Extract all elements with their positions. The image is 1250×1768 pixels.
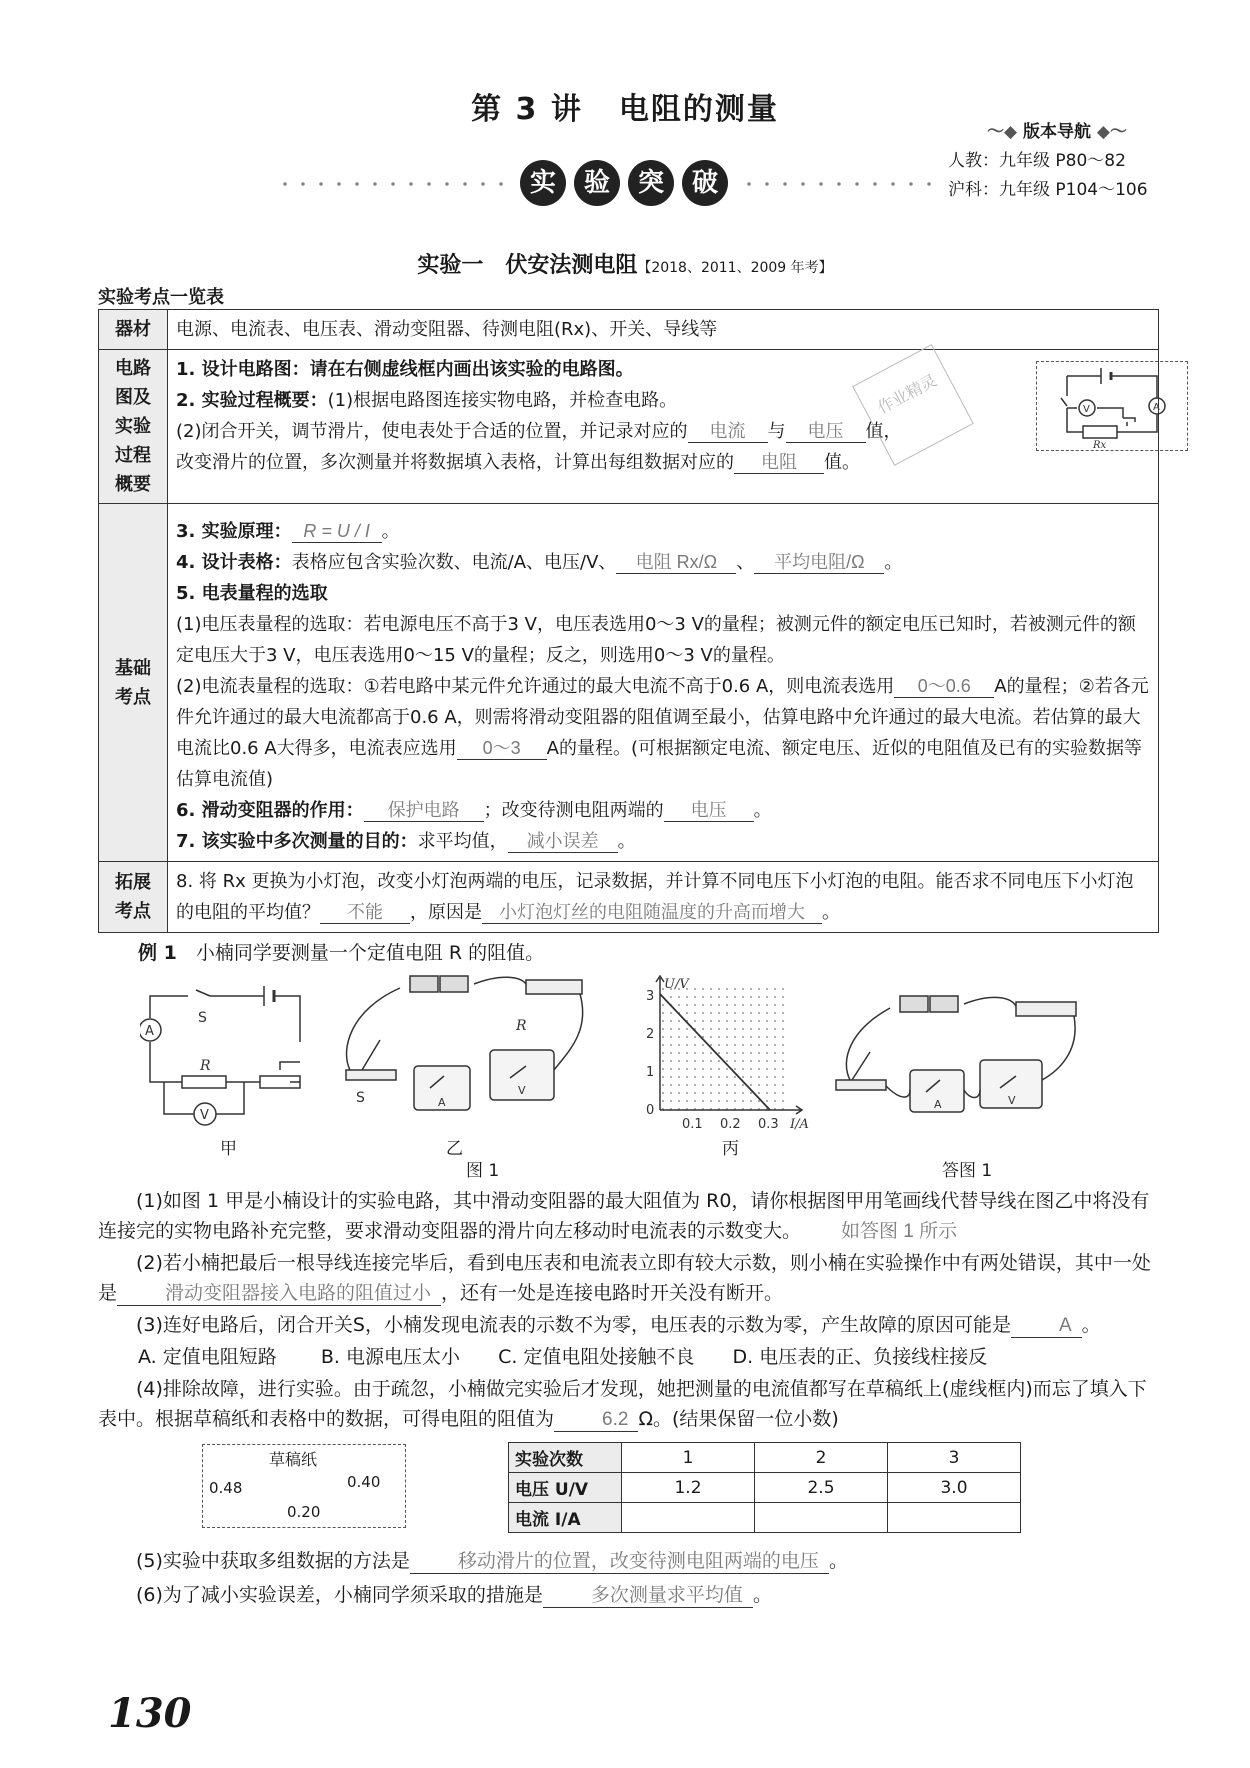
draft-value: 0.40 [347,1473,381,1491]
ytick: 1 [646,1065,655,1080]
figure-yi-apparatus [340,970,600,1130]
circuit-cell: 1. 设计电路图：请在右侧虚线框内画出该实验的电路图。 2. 实验过程概要：(1)根据电路图连接实物电路，并检查电路。 (2)闭合开关，调节滑片，使电表处于合适的位置，并记录对应的 电流 与 电压 值， 改变滑片的位置，多次测量并将数据填入表格，计算出每组数据对应的 电阻 值。 作业精灵 A V Rx [168,350,1159,504]
page-number: 130 [108,1690,192,1737]
answer-blank: 电阻 [734,453,824,474]
answer-blank: 滑动变阻器接入电路的阻值过小 [117,1284,441,1306]
answer-figure-label: 答图 1 [942,1161,993,1181]
question-5: (5)实验中获取多组数据的方法是 移动滑片的位置，改变待测电阻两端的电压 。 [136,1550,848,1572]
xtick: 0.2 [720,1117,741,1132]
section-banner [0,160,1250,212]
lecture-number: 第 3 讲 [471,92,583,127]
ytick: 0 [646,1103,655,1118]
answer-blank: 平均电阻/Ω [754,553,884,574]
ytick: 2 [646,1027,655,1042]
switch-label: S [198,1010,207,1026]
answer-blank: 如答图 1 所示 [841,1221,958,1242]
xtick: 0.3 [758,1117,779,1132]
table-row [99,310,1159,350]
answer-blank: 不能 [320,903,410,924]
experiment-title: 实验一 伏安法测电阻【2018、2011、2009 年考】 [417,253,833,278]
step-2-3: 改变滑片的位置，多次测量并将数据填入表格，计算出每组数据对应的 电阻 值。 [176,452,860,473]
table-row: 实验次数 1 2 3 [509,1443,1021,1473]
lecture-title: 电阻的测量 [618,92,779,127]
svg-text:A: A [145,1024,154,1039]
graph-ylabel: U/V [664,977,689,992]
row-head-equipment: 器材 [99,310,168,350]
section-char: 验 [574,160,620,206]
option-a: A. 定值电阻短路 [138,1346,277,1368]
fig-yi-label: 乙 [446,1139,463,1159]
ytick: 3 [646,989,655,1004]
graph-xlabel: I/A [790,1117,809,1132]
option-b: B. 电源电压太小 [320,1346,460,1368]
figure-jia-circuit [140,982,320,1127]
draft-paper [202,1444,406,1528]
figure-bing-graph [630,972,820,1132]
step-2: (1)根据电路图连接实物电路，并检查电路。 [327,390,678,411]
answer-blank: 减小误差 [508,832,618,853]
fig-jia-label: 甲 [220,1139,237,1159]
svg-text:A: A [1153,402,1160,413]
options [138,1342,1158,1372]
extend-cell: 8. 将 Rx 更换为小灯泡，改变小灯泡两端的电压，记录数据，并计算不同电压下小灯泡的电阻。能否求不同电压下小灯泡的电阻的平均值？ 不能 ，原因是 小灯泡灯丝的电阻随温度的升高而增大 。 [168,862,1159,933]
svg-text:V: V [1008,1094,1016,1107]
svg-text:V: V [1083,404,1090,415]
draft-title: 草稿纸 [269,1450,318,1469]
nav-huke: 沪科：九年级 P104～106 [948,180,1148,200]
rx-label: Rx [1093,440,1107,450]
draft-value: 0.48 [209,1479,243,1497]
answer-blank: 6.2 [554,1410,638,1432]
svg-text:S: S [356,1090,365,1106]
circuit-diagram [1037,362,1187,450]
svg-text:R: R [516,1018,527,1034]
answer-blank: 电流 [688,422,768,443]
draft-value: 0.20 [287,1503,321,1521]
row-head-basic: 基础考点 [99,504,168,862]
circuit-diagram-box [1036,361,1188,451]
header-voltage: 电压 U/V [509,1473,622,1503]
answer-blank: 保护电路 [364,801,484,822]
answer-blank: 小灯泡灯丝的电阻随温度的升高而增大 [482,903,822,924]
figure-1-label: 图 1 [466,1161,500,1181]
header-current: 电流 I/A [509,1503,622,1533]
answer-blank: 多次测量求平均值 [543,1586,753,1608]
header-trial: 实验次数 [509,1443,622,1473]
xtick: 0.1 [682,1117,703,1132]
answer-blank: R = U / I [292,522,382,543]
option-d: D. 电压表的正、负接线柱接反 [732,1346,988,1368]
data-table [508,1442,1021,1533]
option-c: C. 定值电阻处接触不良 [498,1346,695,1368]
answer-blank: 0～0.6 [894,677,994,698]
example-stem: 例 1 小楠同学要测量一个定值电阻 R 的阻值。 [138,942,545,964]
exam-points-table [98,309,1159,933]
table-row [99,504,1159,862]
svg-text:A: A [438,1096,446,1109]
step-1: 1. 设计电路图：请在右侧虚线框内画出该实验的电路图。 [176,359,634,380]
answer-blank: 0～3 [457,739,547,760]
svg-text:A: A [934,1098,942,1111]
watermark-stamp: 作业精灵 [852,344,974,466]
basic-cell: 3. 实验原理： R = U / I 。 4. 设计表格：表格应包含实验次数、电流/A、电压/V、 电阻 Rx/Ω 、 平均电阻/Ω 。 5. 电表量程的选取 (1)电压表量程的选取：若电源电压不高于3 V，电压表选用0～3 V的量程；被测元件的额定电压已知时，若被测元件的额定电压大于3 V，电压表选用0～15 V的量程；反之，则选用0～3 V的量程。 (2)电流表量程的选取：①若电路中某元件允许通过的最大电流不高于0.6 A，则电流表选用 0～0.6 A的量程；②若各元件允许通过的最大电流都高于0.6 A，则需将滑动变阻器的阻值调至最小，估算电路中允许通过的最大电流。若估算的最大电流比0.6 A大得多，电流表应选用 0～3 A的量程。(可根据额定电流、额定电压、近似的电阻值及已有的实验数据等估算电流值) 6. 滑动变阻器的作用： 保护电路 ；改变待测电阻两端的 电压 。 7. 该实验中多次测量的目的：求平均值， 减小误差 。 [168,504,1159,862]
answer-blank: 移动滑片的位置，改变待测电阻两端的电压 [410,1552,829,1574]
empty-cell [888,1503,1021,1533]
row-head-extend: 拓展考点 [99,862,168,933]
table-row [99,350,1159,504]
empty-cell [622,1503,755,1533]
dots-left [276,182,514,186]
exam-years: 【2018、2011、2009 年考】 [637,260,833,276]
step-2-2: (2)闭合开关，调节滑片，使电表处于合适的位置，并记录对应的 电流 与 电压 值， [176,421,902,442]
list-title: 实验考点一览表 [98,287,224,308]
section-char: 突 [628,160,674,206]
question-1: (1)如图 1 甲是小楠设计的实验电路，其中滑动变阻器的最大阻值为 R0，请你根据图甲用笔画线代替导线在图乙中将没有连接完的实物电路补充完整，要求滑动变阻器的滑片向左移动时电流表的示数变大。 如答图 1 所示 [98,1190,1150,1242]
answer-figure-apparatus [830,990,1090,1130]
table-row [509,1503,1021,1533]
nav-title: ～◆ 版本导航 ◆～ [987,122,1127,142]
resistor-label: R [200,1058,211,1074]
fig-bing-label: 丙 [722,1139,739,1159]
question-6: (6)为了减小实验误差，小楠同学须采取的措施是 多次测量求平均值 。 [136,1584,772,1606]
answer-blank: 电压 [664,801,754,822]
empty-cell [755,1503,888,1533]
table-row: 电压 U/V 1.2 2.5 3.0 [509,1473,1021,1503]
question-2: (2)若小楠把最后一根导线连接完毕后，看到电压表和电流表立即有较大示数，则小楠在实验操作中有两处错误，其中一处是 滑动变阻器接入电路的阻值过小 ，还有一处是连接电路时开关没有断开。 [98,1252,1151,1304]
question-3: (3)连好电路后，闭合开关S，小楠发现电流表的示数不为零，电压表的示数为零，产生故障的原因可能是 A 。 [136,1314,1101,1336]
nav-renjiao: 人教：九年级 P80～82 [948,151,1126,171]
section-char: 破 [682,160,728,206]
answer-blank: 电压 [786,422,866,443]
section-char: 实 [520,160,566,206]
svg-text:V: V [518,1084,526,1097]
answer-blank: 电阻 Rx/Ω [616,553,736,574]
table-row [99,862,1159,933]
svg-text:V: V [200,1108,209,1123]
equipment-text: 电源、电流表、电压表、滑动变阻器、待测电阻(Rx)、开关、导线等 [168,310,1159,350]
dots-right [740,182,944,186]
row-head-circuit: 电路图及实验过程概要 [99,350,168,504]
question-4: (4)排除故障，进行实验。由于疏忽，小楠做完实验后才发现，她把测量的电流值都写在草稿纸上(虚线框内)而忘了填入下表中。根据草稿纸和表格中的数据，可得电阻的阻值为 6.2 Ω。(结果保留一位小数) [98,1378,1147,1430]
answer-blank: A [1011,1316,1082,1338]
